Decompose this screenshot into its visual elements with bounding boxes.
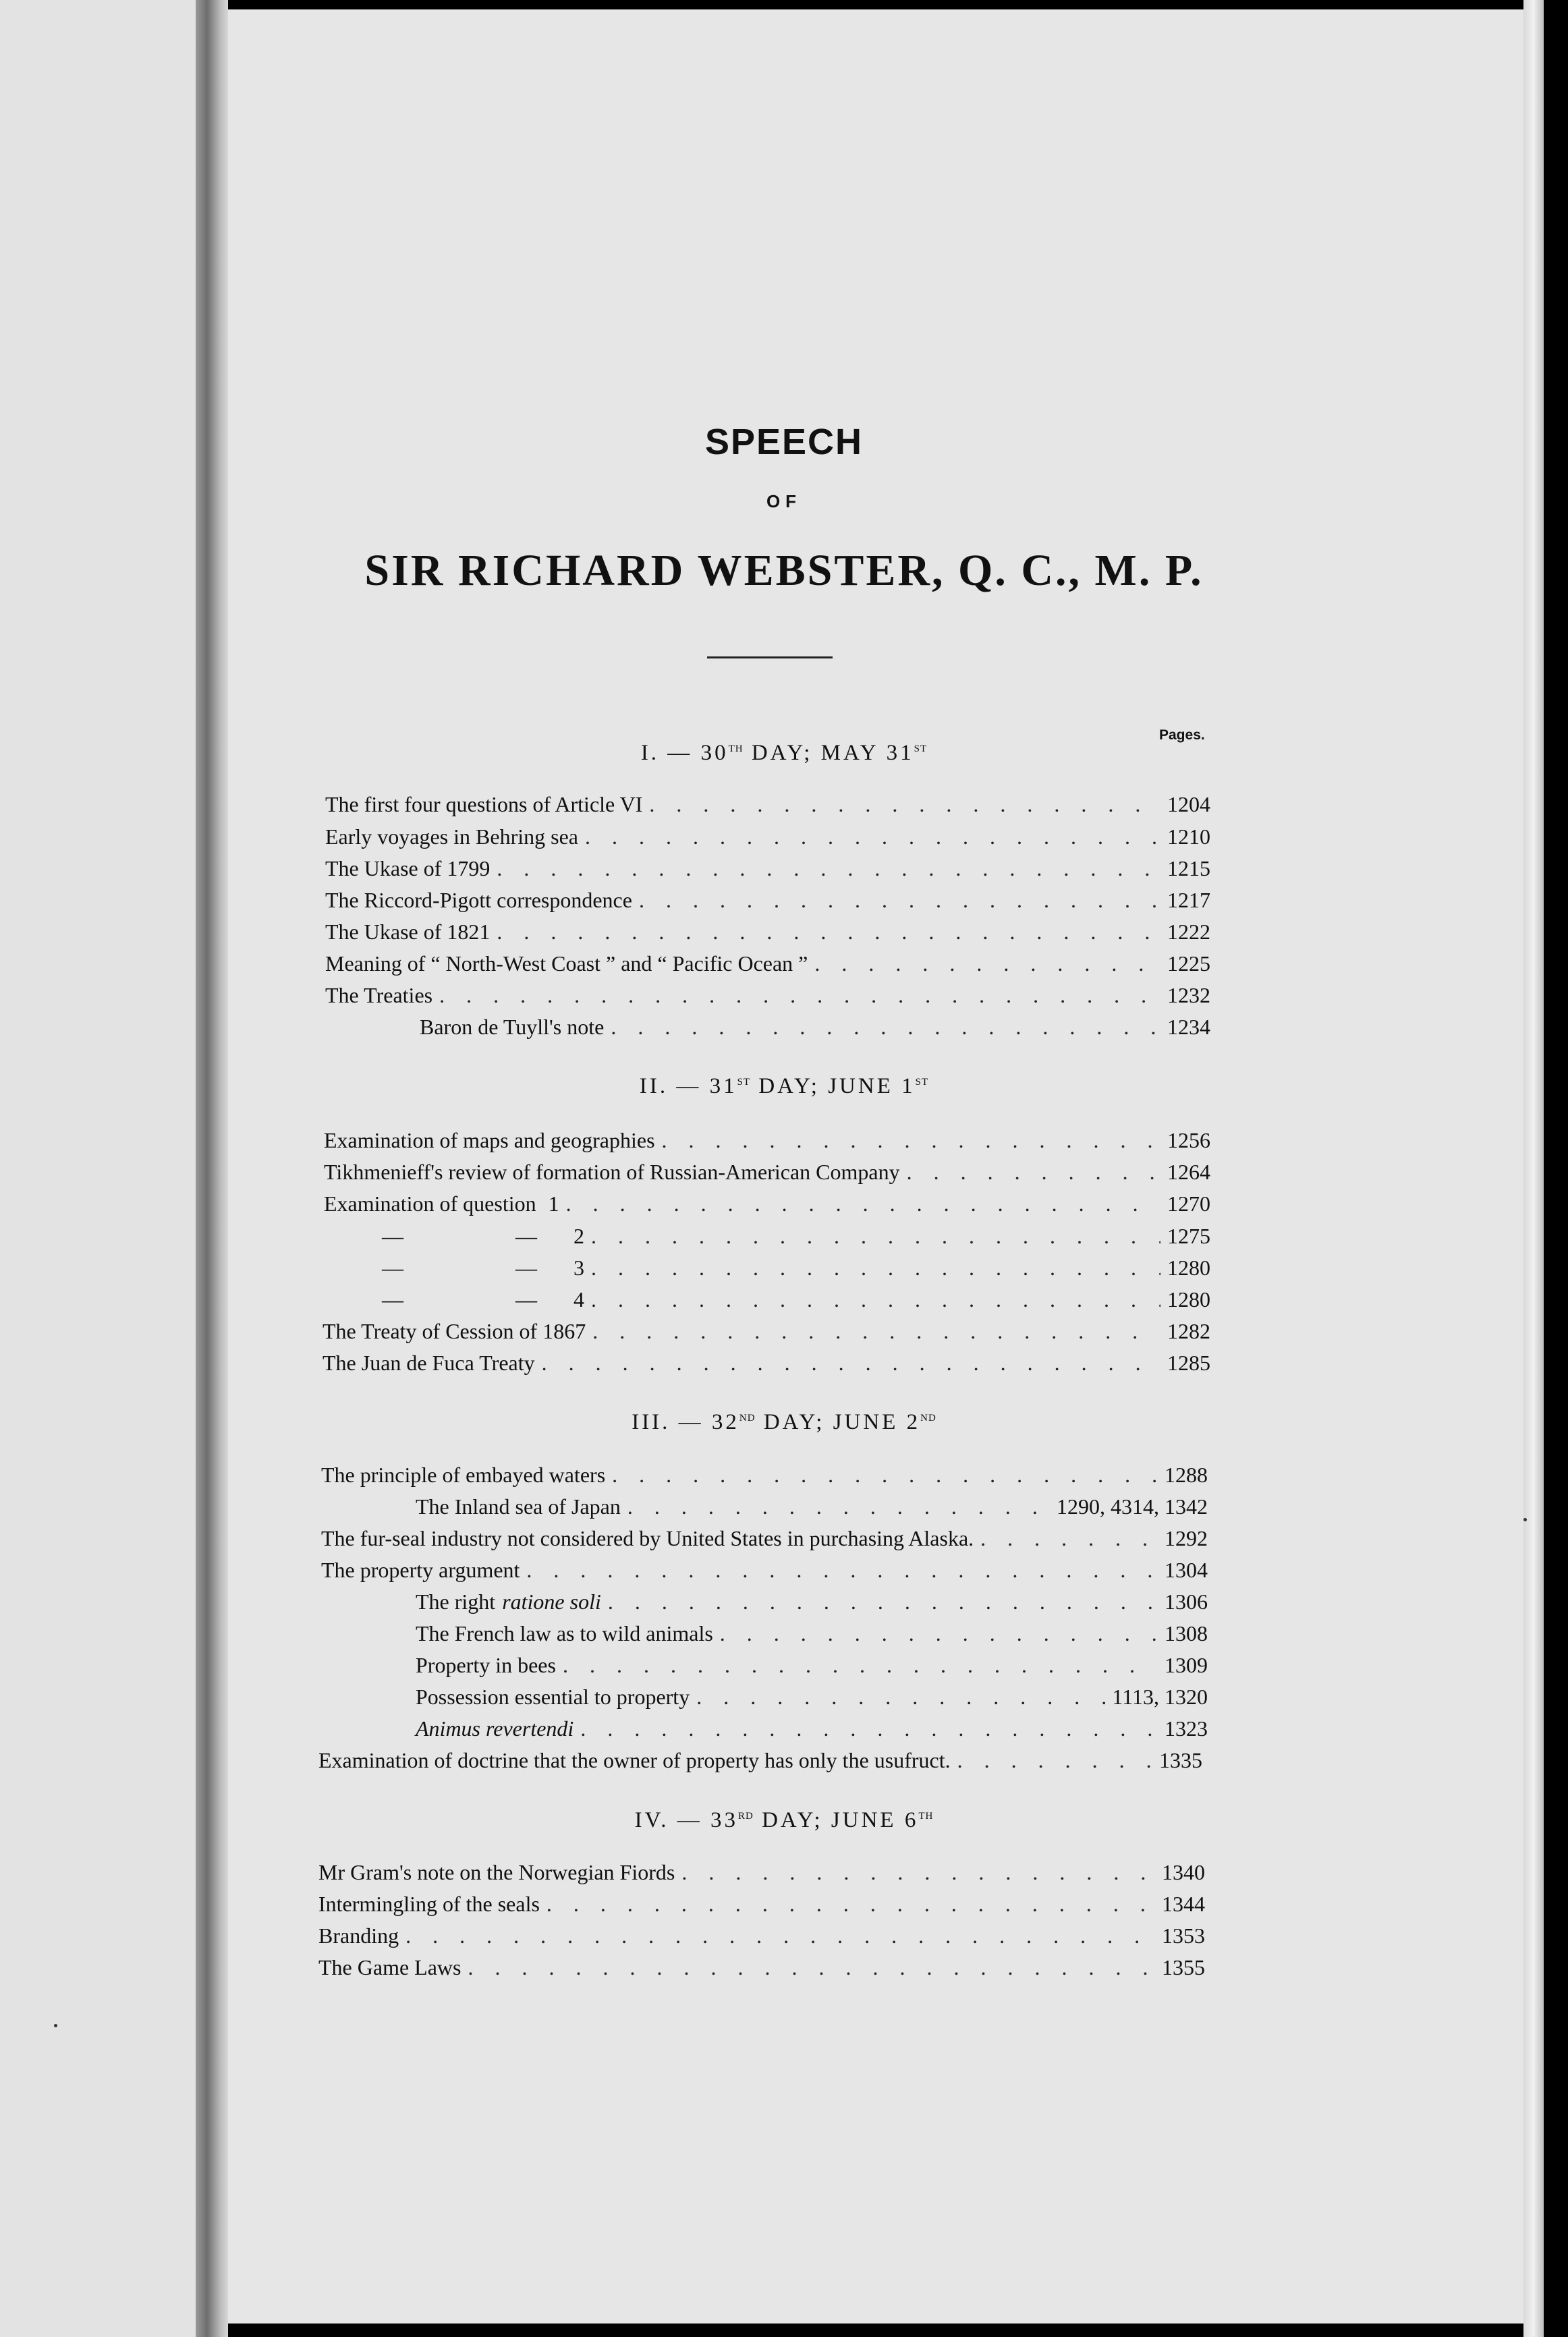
date-suffix: TH xyxy=(918,1811,934,1822)
leader-dots xyxy=(814,949,1160,978)
pages-column-label: Pages. xyxy=(1159,727,1205,743)
leader-dots xyxy=(611,1012,1160,1042)
toc-entry xyxy=(382,1285,1210,1314)
leader-dots xyxy=(547,1889,1155,1919)
entry-title: Meaning of “ North-West Coast ” and “ Pacific Ocean ” xyxy=(325,951,808,976)
leader-dots xyxy=(592,1316,1160,1346)
toc-entry xyxy=(323,1348,1210,1378)
entry-title: The right xyxy=(416,1589,496,1614)
question-number: 1 xyxy=(548,1191,559,1216)
entry-page: 1285 xyxy=(1167,1351,1210,1375)
entry-page: 1323 xyxy=(1165,1716,1208,1741)
entry-page: 1308 xyxy=(1165,1621,1208,1645)
entry-title: Possession essential to property xyxy=(416,1685,690,1709)
section-numeral: IV. — xyxy=(634,1808,702,1832)
entry-page: 1225 xyxy=(1167,951,1210,976)
title-author-name: SIR RICHARD WEBSTER, Q. C., M. P. xyxy=(364,546,1204,595)
entry-title: The first four questions of Article VI xyxy=(325,792,643,816)
entry-title: The Game Laws xyxy=(318,1955,461,1979)
entry-title: The Treaties xyxy=(325,983,433,1007)
toc-entry xyxy=(382,1221,1210,1251)
day-suffix: RD xyxy=(737,1811,754,1822)
leader-dots xyxy=(608,1587,1158,1616)
question-number: 4 xyxy=(573,1287,584,1312)
entry-title: The French law as to wild animals xyxy=(416,1621,713,1645)
entry-page: 1353 xyxy=(1162,1923,1205,1948)
toc-entry xyxy=(318,1889,1205,1919)
entry-title: The fur-seal industry not considered by United States in purchasing Alaska. xyxy=(321,1526,974,1550)
section-heading-4 xyxy=(0,1808,1568,1833)
scan-speck xyxy=(1523,1518,1527,1521)
toc-entry xyxy=(382,1253,1210,1283)
toc-entry xyxy=(324,1189,1210,1218)
section-heading-1 xyxy=(0,741,1568,766)
section-heading-2 xyxy=(0,1074,1568,1099)
day-number: 32 xyxy=(711,1410,739,1434)
leader-dots xyxy=(662,1125,1160,1155)
entry-title: Property in bees xyxy=(416,1653,556,1677)
entry-page: 1264 xyxy=(1167,1160,1210,1184)
entry-title: The Riccord-Pigott correspondence xyxy=(325,888,632,912)
toc-entry xyxy=(416,1650,1208,1680)
leader-dots xyxy=(639,885,1160,915)
entry-page: 1340 xyxy=(1162,1860,1205,1884)
date-suffix: ST xyxy=(915,1077,929,1088)
toc-entry xyxy=(318,1921,1205,1950)
toc-entry xyxy=(325,980,1210,1010)
date-number: 1 xyxy=(901,1074,916,1098)
entry-page: 1306 xyxy=(1165,1589,1208,1614)
entry-page: 1280 xyxy=(1167,1287,1210,1312)
toc-entry xyxy=(325,917,1210,947)
day-month: DAY; JUNE xyxy=(762,1808,897,1832)
entry-title: The principle of embayed waters xyxy=(321,1463,606,1487)
toc-entry xyxy=(325,789,1210,819)
entry-title: Examination of doctrine that the owner of property has only the usufruct. xyxy=(318,1748,951,1772)
entry-page: 1282 xyxy=(1167,1319,1210,1343)
scan-speck xyxy=(54,2024,57,2027)
entry-title: Mr Gram's note on the Norwegian Fiords xyxy=(318,1860,675,1884)
section-numeral: I. — xyxy=(640,741,693,765)
entry-title: Baron de Tuyll's note xyxy=(420,1015,605,1039)
ditto-mark: — xyxy=(515,1224,537,1248)
facing-page xyxy=(0,0,197,2337)
title-speech: SPEECH xyxy=(704,422,864,462)
day-month: DAY; JUNE xyxy=(758,1074,893,1098)
leader-dots xyxy=(907,1157,1160,1187)
toc-entry xyxy=(324,1157,1210,1187)
leader-dots xyxy=(497,853,1160,883)
entry-title: Examination of maps and geographies xyxy=(324,1128,655,1152)
entry-page: 1280 xyxy=(1167,1256,1210,1280)
leader-dots xyxy=(649,789,1160,819)
entry-page: 1234 xyxy=(1167,1015,1210,1039)
toc-entry xyxy=(321,1555,1208,1585)
leader-dots xyxy=(957,1745,1152,1775)
entry-page: 1217 xyxy=(1167,888,1210,912)
toc-entry xyxy=(325,822,1210,851)
leader-dots xyxy=(980,1523,1158,1553)
entry-page: 1290, 4314, 1342 xyxy=(1057,1494,1208,1519)
leader-dots xyxy=(591,1221,1160,1251)
date-suffix: ND xyxy=(920,1413,936,1424)
ditto-mark: — xyxy=(515,1287,537,1312)
day-number: 30 xyxy=(700,741,729,765)
entry-page: 1204 xyxy=(1167,792,1210,816)
date-number: 31 xyxy=(886,741,914,765)
toc-entry xyxy=(325,885,1210,915)
entry-page: 1288 xyxy=(1165,1463,1208,1487)
entry-page: 1344 xyxy=(1162,1892,1205,1916)
toc-entry xyxy=(318,1745,1202,1775)
leader-dots xyxy=(526,1555,1158,1585)
entry-title: Early voyages in Behring sea xyxy=(325,824,578,849)
toc-entry xyxy=(324,1125,1210,1155)
leader-dots xyxy=(468,1952,1155,1982)
page-edge xyxy=(1523,0,1544,2337)
entry-title: The Juan de Fuca Treaty xyxy=(323,1351,535,1375)
leader-dots xyxy=(439,980,1160,1010)
leader-dots xyxy=(591,1285,1160,1314)
entry-title: Examination of question xyxy=(324,1191,536,1216)
section-numeral: II. — xyxy=(639,1074,702,1098)
day-suffix: ND xyxy=(739,1413,756,1424)
title-of: OF xyxy=(766,491,802,511)
toc-entry xyxy=(416,1618,1208,1648)
section-heading-3 xyxy=(0,1410,1568,1435)
entry-page: 1270 xyxy=(1167,1191,1210,1216)
date-suffix: ST xyxy=(914,743,928,754)
leader-dots xyxy=(563,1650,1158,1680)
toc-entry xyxy=(321,1460,1208,1490)
date-number: 2 xyxy=(906,1410,921,1434)
entry-title: Intermingling of the seals xyxy=(318,1892,540,1916)
entry-title: The Ukase of 1799 xyxy=(325,856,491,880)
leader-dots xyxy=(405,1921,1155,1950)
entry-title-italic: ratione soli xyxy=(502,1589,601,1614)
question-number: 3 xyxy=(573,1256,584,1280)
ditto-mark: — xyxy=(382,1287,403,1312)
leader-dots xyxy=(627,1492,1050,1521)
toc-entry xyxy=(323,1316,1210,1346)
entry-title: Tikhmenieff's review of formation of Russian-American Company xyxy=(324,1160,900,1184)
date-number: 6 xyxy=(904,1808,919,1832)
day-suffix: TH xyxy=(728,743,744,754)
leader-dots xyxy=(580,1714,1158,1743)
ditto-mark: — xyxy=(382,1256,403,1280)
entry-title-italic: Animus revertendi xyxy=(416,1716,574,1741)
section-numeral: III. — xyxy=(632,1410,704,1434)
ditto-mark: — xyxy=(515,1256,537,1280)
toc-entry xyxy=(321,1523,1208,1553)
entry-title: The Ukase of 1821 xyxy=(325,920,491,944)
leader-dots xyxy=(591,1253,1160,1283)
toc-entry xyxy=(416,1587,1208,1616)
day-number: 31 xyxy=(709,1074,737,1098)
entry-title: Branding xyxy=(318,1923,399,1948)
entry-page: 1355 xyxy=(1162,1955,1205,1979)
entry-title: The Treaty of Cession of 1867 xyxy=(323,1319,586,1343)
leader-dots xyxy=(696,1682,1105,1712)
entry-page: 1304 xyxy=(1165,1558,1208,1582)
entry-page: 1113, 1320 xyxy=(1112,1685,1208,1709)
toc-entry xyxy=(318,1857,1205,1887)
entry-page: 1210 xyxy=(1167,824,1210,849)
leader-dots xyxy=(720,1618,1158,1648)
leader-dots xyxy=(497,917,1160,947)
toc-entry xyxy=(325,949,1210,978)
day-number: 33 xyxy=(710,1808,738,1832)
book-gutter xyxy=(196,0,228,2337)
day-month: DAY; JUNE xyxy=(763,1410,899,1434)
leader-dots xyxy=(542,1348,1160,1378)
leader-dots xyxy=(681,1857,1155,1887)
entry-page: 1275 xyxy=(1167,1224,1210,1248)
entry-page: 1232 xyxy=(1167,983,1210,1007)
entry-page: 1215 xyxy=(1167,856,1210,880)
entry-page: 1256 xyxy=(1167,1128,1210,1152)
entry-title: The Inland sea of Japan xyxy=(416,1494,621,1519)
day-suffix: ST xyxy=(737,1077,751,1088)
title-rule xyxy=(707,656,833,658)
entry-page: 1335 xyxy=(1159,1748,1202,1772)
entry-page: 1222 xyxy=(1167,920,1210,944)
toc-entry xyxy=(416,1682,1208,1712)
question-number: 2 xyxy=(573,1224,584,1248)
entry-title: The property argument xyxy=(321,1558,520,1582)
ditto-mark: — xyxy=(382,1224,403,1248)
entry-page: 1292 xyxy=(1165,1526,1208,1550)
toc-entry xyxy=(416,1714,1208,1743)
toc-entry xyxy=(416,1492,1208,1521)
toc-entry xyxy=(318,1952,1205,1982)
day-month: DAY; MAY xyxy=(751,741,878,765)
toc-entry xyxy=(420,1012,1210,1042)
toc-entry xyxy=(325,853,1210,883)
leader-dots xyxy=(585,822,1160,851)
entry-page: 1309 xyxy=(1165,1653,1208,1677)
leader-dots xyxy=(566,1189,1160,1218)
leader-dots xyxy=(612,1460,1158,1490)
